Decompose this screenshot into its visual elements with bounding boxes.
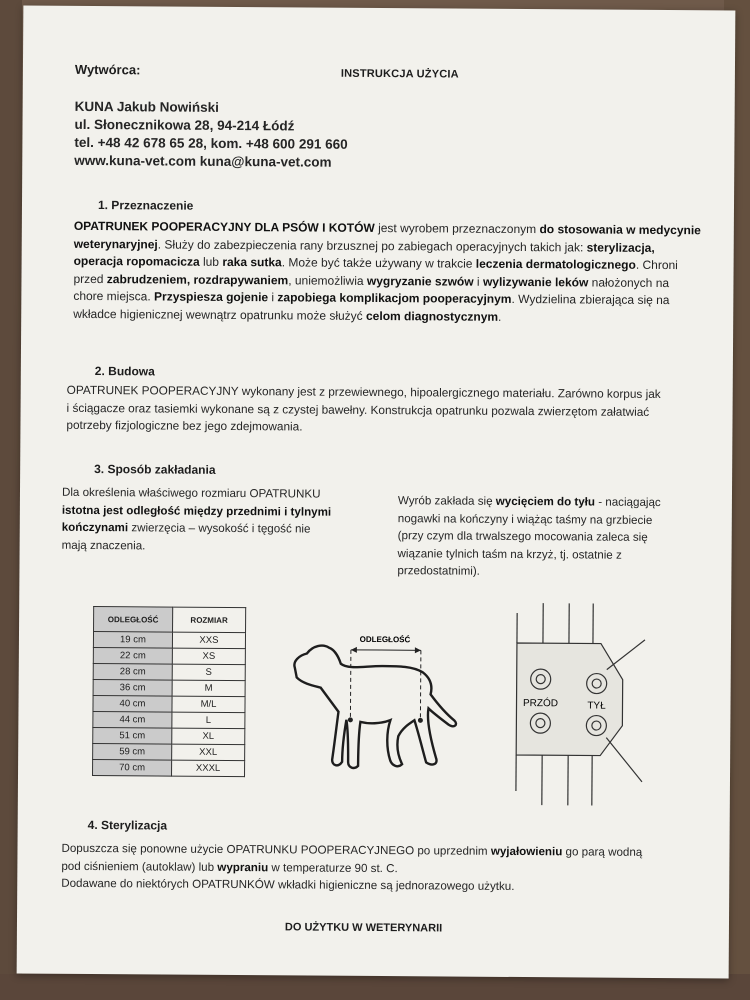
distance-cell: 44 cm bbox=[93, 712, 172, 729]
distance-label: ODLEGŁOŚĆ bbox=[359, 634, 411, 645]
text-line: OPATRUNEK POOPERACYJNY DLA PSÓW I KOTÓW jest wyrobem przeznaczonym do stosowania w medycynie bbox=[73, 218, 701, 238]
size-cell: S bbox=[172, 664, 245, 681]
size-cell: L bbox=[172, 712, 245, 729]
manufacturer-name: KUNA Jakub Nowiński bbox=[74, 98, 220, 115]
section-3-right-text bbox=[397, 492, 688, 582]
text-line: wiązanie tylnich taśm na krzyż, tj. ostatnie z bbox=[397, 546, 622, 562]
text-line: pod ciśnieniem (autoklaw) lub wypraniu w temperaturze 90 st. C. bbox=[61, 859, 398, 875]
text-line: weterynaryjnej. Służy do zabezpieczenia rany brzusznej po zabiegach operacyjnych takich jak: sterylizacja, bbox=[73, 236, 655, 255]
manufacturer-web: www.kuna-vet.com kuna@kuna-vet.com bbox=[74, 152, 332, 170]
table-row bbox=[93, 728, 245, 745]
text-line: przedostatnimi). bbox=[397, 564, 480, 578]
section-4-heading: 4. Sterylizacja bbox=[87, 817, 168, 833]
distance-column-header: ODLEGŁOŚĆ bbox=[94, 607, 173, 633]
text-line: nogawki na kończyny i wiążąc taśmy na grzbiecie bbox=[397, 511, 653, 527]
manufacturer-label: Wytwórca: bbox=[74, 61, 141, 78]
size-cell: XS bbox=[172, 648, 245, 665]
garment-diagram bbox=[496, 599, 647, 810]
text-line: potrzeby fizjologiczne bez jego zdejmowania. bbox=[66, 417, 303, 434]
text-line: OPATRUNEK POOPERACYJNY wykonany jest z przewiewnego, hipoalergicznego materiału. Zarówno korpus jak bbox=[66, 382, 661, 401]
table-row bbox=[93, 680, 245, 697]
text-line: operacja ropomacicza lub raka sutka. Może być także używany w trakcie leczenia dermatologicznego. Chroni bbox=[73, 253, 678, 273]
arrow-head-right bbox=[415, 647, 421, 653]
distance-cell: 22 cm bbox=[93, 648, 172, 665]
distance-cell: 19 cm bbox=[93, 632, 172, 649]
size-table bbox=[92, 606, 246, 777]
text-line: i ściągacze oraz tasiemki wykonane są z czystej bawełny. Konstrukcja opatrunku pozwala zwierzętom załatwiać bbox=[66, 400, 650, 419]
distance-cell: 40 cm bbox=[93, 696, 172, 713]
footer-title: DO UŻYTKU W WETERYNARII bbox=[284, 921, 443, 935]
section-2-heading: 2. Budowa bbox=[94, 364, 155, 379]
size-cell: XXL bbox=[172, 744, 245, 761]
table-header-row bbox=[94, 607, 246, 633]
distance-cell: 70 cm bbox=[93, 760, 172, 777]
section-2-text bbox=[66, 382, 702, 439]
size-cell: XXXL bbox=[172, 760, 245, 777]
text-line: wkładce higienicznej wewnątrz opatrunku może służyć celom diagnostycznym. bbox=[73, 306, 502, 324]
text-line: Dla określenia właściwego rozmiaru OPATRUNKU bbox=[61, 485, 321, 501]
table-row bbox=[93, 696, 245, 713]
size-cell: XXS bbox=[172, 632, 245, 649]
strap-line bbox=[606, 738, 642, 782]
distance-cell: 36 cm bbox=[93, 680, 172, 697]
front-label: PRZÓD bbox=[522, 698, 559, 710]
text-line: przed zabrudzeniem, rozdrapywaniem, uniemożliwia wygryzanie szwów i wylizywanie leków nałożonych na bbox=[73, 271, 670, 290]
text-line: Dopuszcza się ponowne użycie OPATRUNKU POOPERACYJNEGO po uprzednim wyjałowieniu go parą wodną bbox=[61, 841, 643, 859]
back-label: TYŁ bbox=[587, 700, 606, 712]
table-row bbox=[93, 664, 245, 681]
text-line: istotna jest odległość między przednimi i tylnymi bbox=[61, 503, 332, 519]
document-title: INSTRUKCJA UŻYCIA bbox=[340, 67, 459, 81]
section-1-heading: 1. Przeznaczenie bbox=[97, 198, 194, 213]
front-marker-dot bbox=[348, 717, 353, 722]
size-cell: M/L bbox=[172, 696, 245, 713]
manufacturer-address: ul. Słonecznikowa 28, 94-214 Łódź bbox=[74, 116, 295, 134]
size-cell: XL bbox=[172, 728, 245, 745]
distance-cell: 51 cm bbox=[93, 728, 172, 745]
size-cell: M bbox=[172, 680, 245, 697]
rear-marker-dot bbox=[418, 718, 423, 723]
size-column-header: ROZMIAR bbox=[173, 607, 246, 633]
section-3-left-text bbox=[62, 484, 362, 556]
text-line: Dodawane do niektórych OPATRUNKÓW wkładki higieniczne są jednorazowego użytku. bbox=[61, 876, 515, 893]
distance-cell: 59 cm bbox=[93, 744, 172, 761]
table-row bbox=[93, 632, 245, 649]
dog-silhouette bbox=[294, 645, 457, 768]
table-row bbox=[93, 648, 245, 665]
table-row bbox=[93, 760, 245, 777]
instruction-sheet bbox=[17, 6, 736, 979]
manufacturer-phone: tel. +48 42 678 65 28, kom. +48 600 291 660 bbox=[74, 134, 348, 152]
text-line: Wyrób zakłada się wycięciem do tyłu - naciągając bbox=[397, 494, 661, 509]
section-1-text bbox=[73, 218, 706, 327]
text-line: kończynami zwierzęcia – wysokość i tęgość nie bbox=[61, 520, 311, 536]
arrow-head-left bbox=[351, 647, 357, 653]
table-row bbox=[93, 744, 245, 761]
table-row bbox=[93, 712, 245, 729]
text-line: mają znaczenia. bbox=[61, 538, 146, 552]
dog-measurement-diagram bbox=[286, 627, 467, 778]
section-3-heading: 3. Sposób zakładania bbox=[94, 462, 216, 477]
text-line: (przy czym dla trwalszego mocowania zaleca się bbox=[397, 529, 648, 544]
text-line: chore miejsca. Przyspiesza gojenie i zapobiega komplikacjom pooperacyjnym. Wydzielina zbierająca się na bbox=[73, 288, 670, 308]
background-bottom bbox=[0, 974, 750, 1000]
distance-cell: 28 cm bbox=[93, 664, 172, 681]
strap-line bbox=[607, 640, 645, 670]
manufacturer-info bbox=[74, 98, 348, 172]
section-4-text bbox=[61, 840, 701, 897]
